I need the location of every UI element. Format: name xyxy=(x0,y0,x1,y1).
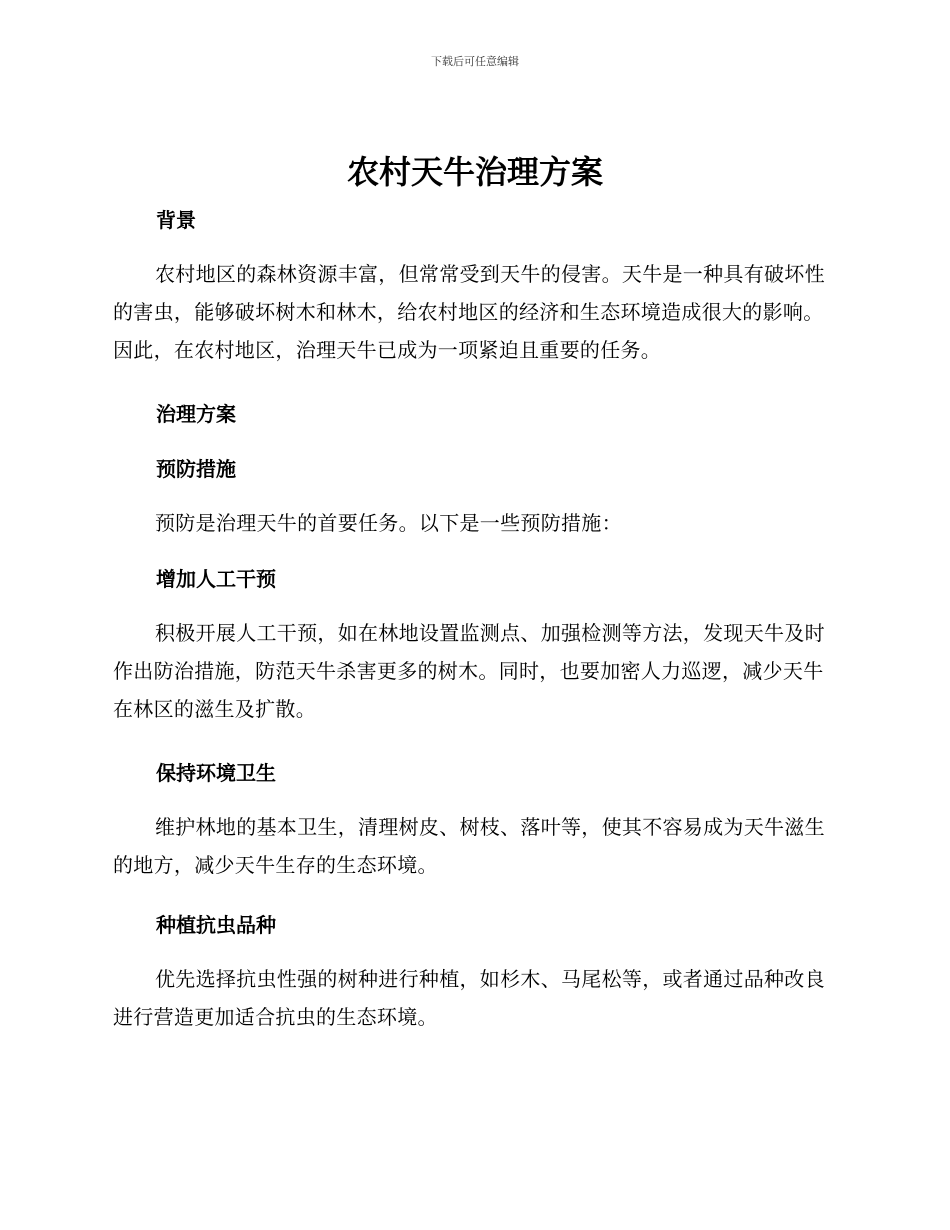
header-note: 下载后可任意编辑 xyxy=(431,55,519,68)
paragraph-prevention: 预防是治理天牛的首要任务。以下是一些预防措施： xyxy=(155,511,622,535)
heading-hygiene: 保持环境卫生 xyxy=(156,761,276,785)
paragraph-hygiene: 维护林地的基本卫生，清理树皮、树枝、落叶等，使其不容易成为天牛滋生的地方，减少天牛生存的生态环境。 xyxy=(113,815,825,877)
paragraph-resistant: 优先选择抗虫性强的树种进行种植，如杉木、马尾松等，或者通过品种改良进行营造更加适合抗虫的生态环境。 xyxy=(113,967,825,1029)
heading-background: 背景 xyxy=(156,208,196,232)
document-title: 农村天牛治理方案 xyxy=(346,153,603,191)
heading-resistant: 种植抗虫品种 xyxy=(156,913,276,937)
heading-prevention: 预防措施 xyxy=(156,457,236,481)
heading-intervention: 增加人工干预 xyxy=(156,567,276,591)
paragraph-background: 农村地区的森林资源丰富，但常常受到天牛的侵害。天牛是一种具有破坏性的害虫，能够破坏树木和林木，给农村地区的经济和生态环境造成很大的影响。因此，在农村地区，治理天牛已成为一项紧迫且重要的任务。 xyxy=(113,262,825,362)
heading-plan: 治理方案 xyxy=(156,402,236,426)
paragraph-intervention: 积极开展人工干预，如在林地设置监测点、加强检测等方法，发现天牛及时作出防治措施，防范天牛杀害更多的树木。同时，也要加密人力巡逻，减少天牛在林区的滋生及扩散。 xyxy=(113,621,825,721)
